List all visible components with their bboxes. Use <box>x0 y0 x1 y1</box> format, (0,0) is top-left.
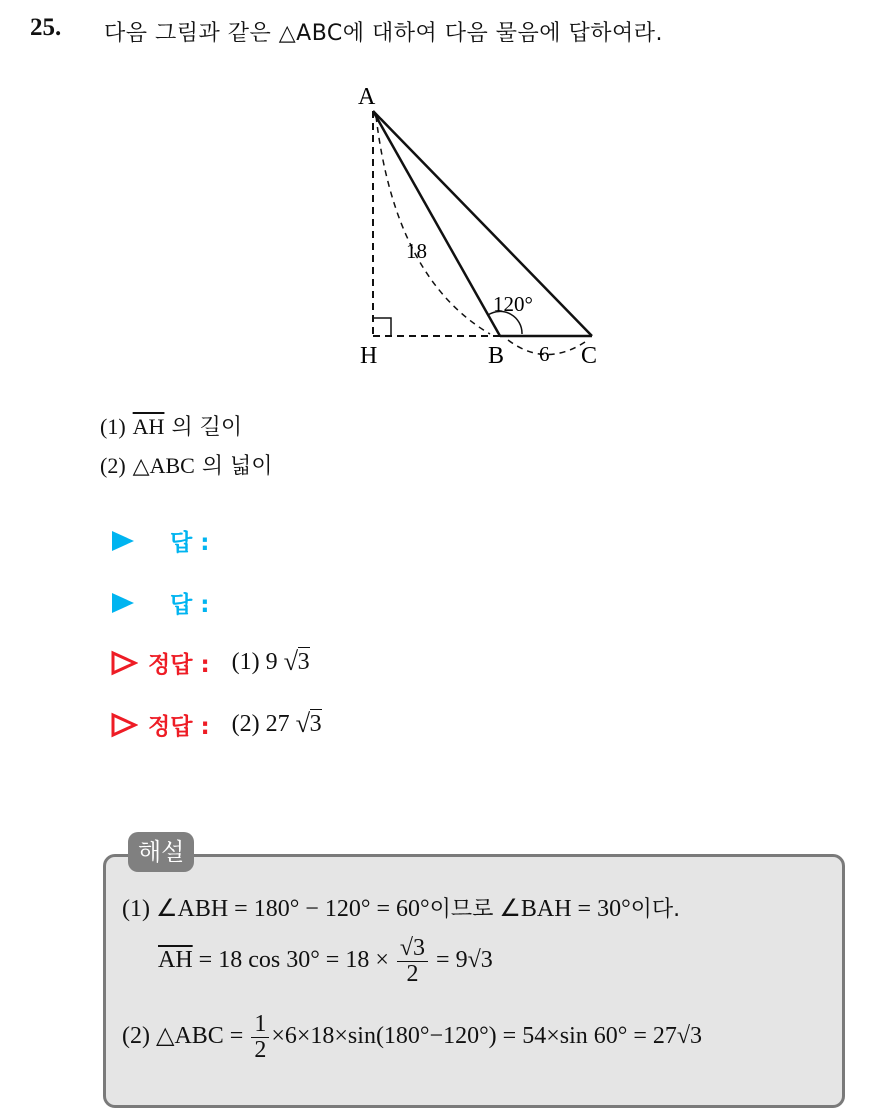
explanation-3-num: (2) <box>122 1023 150 1050</box>
fraction-sqrt3-over-2 <box>397 936 428 987</box>
sub-question-2-subject: △ABC <box>132 453 195 478</box>
explanation-2-lhs: $\overline{AH}$ <box>158 947 193 974</box>
explanation-1-math2: ∠BAH = 30° <box>499 896 631 922</box>
answer-row-2 <box>110 586 209 619</box>
explanation-line-3 <box>122 1012 702 1063</box>
question-number: 25. <box>30 14 62 41</box>
length-ab-label: 18 <box>406 239 427 263</box>
explanation-2-rhs: = 9√3 <box>430 947 493 974</box>
explanation-1-math: ∠ABH = 180° − 120° = 60° <box>155 896 430 922</box>
solution-row-2 <box>110 708 322 741</box>
segment-ac <box>373 111 592 336</box>
filled-arrow-icon <box>110 591 136 615</box>
solution-value-2 <box>232 711 322 738</box>
fraction-denominator: 2 <box>254 1037 267 1064</box>
sqrt-symbol <box>284 649 310 676</box>
solution-1-radicand: 3 <box>297 649 310 675</box>
solution-label-1: 정답 : <box>148 652 210 678</box>
answer-label-2: 답 : <box>170 592 210 618</box>
sub-question-2-suffix: 의 넓이 <box>201 454 273 479</box>
question-text: 다음 그림과 같은 △ABC에 대하여 다음 물음에 답하여라. <box>104 21 664 46</box>
fraction-numerator: √3 <box>397 936 428 962</box>
right-angle-mark <box>373 318 391 336</box>
sub-question-1-suffix: 의 길이 <box>171 415 243 440</box>
sub-question-1-num: (1) <box>100 414 126 439</box>
vertex-b-label: B <box>488 343 505 369</box>
solution-2-num: (2) <box>231 711 260 737</box>
sub-question-1 <box>100 410 242 441</box>
explanation-3-rhs: ×6×18×sin(180°−120°) = 54×sin 60° = 27√3 <box>271 1023 703 1050</box>
solution-2-coef: 27 <box>265 711 290 737</box>
sub-question-2-num: (2) <box>100 453 126 478</box>
filled-arrow-icon <box>110 529 136 553</box>
explanation-line-1 <box>122 892 680 923</box>
solution-1-coef: 9 <box>265 649 278 675</box>
sqrt-symbol <box>296 711 322 738</box>
angle-b-label: 120° <box>493 292 533 316</box>
explanation-line-2 <box>158 936 493 987</box>
outline-arrow-icon <box>110 712 138 738</box>
vertex-a-label: A <box>358 84 376 110</box>
vertex-c-label: C <box>581 343 598 369</box>
fraction-denominator: 2 <box>406 961 419 988</box>
explanation-1-end: 이다. <box>630 897 681 922</box>
explanation-3-lhs: △ABC = <box>155 1023 250 1050</box>
explanation-1-num: (1) <box>122 896 150 922</box>
solution-1-num: (1) <box>231 649 260 675</box>
answer-label-1: 답 : <box>170 530 210 556</box>
solution-row-1 <box>110 646 310 679</box>
vertex-h-label: H <box>360 343 378 369</box>
sub-question-1-subject: $\overline{AH}$ <box>132 414 165 439</box>
explanation-tag: 해설 <box>128 832 194 872</box>
triangle-figure <box>340 78 630 378</box>
explanation-2-eq: = 18 cos 30° = 18 × <box>192 947 395 974</box>
solution-value-1 <box>232 649 310 676</box>
explanation-1-mid: 이므로 <box>429 897 494 922</box>
answer-row-1 <box>110 524 209 557</box>
solution-2-radicand: 3 <box>309 711 322 737</box>
fraction-numerator: 1 <box>251 1012 269 1038</box>
fraction-one-half <box>251 1012 269 1063</box>
solution-label-2: 정답 : <box>148 714 210 740</box>
length-bc-label: 6 <box>539 342 550 366</box>
outline-arrow-icon <box>110 650 138 676</box>
sub-question-2 <box>100 449 273 480</box>
